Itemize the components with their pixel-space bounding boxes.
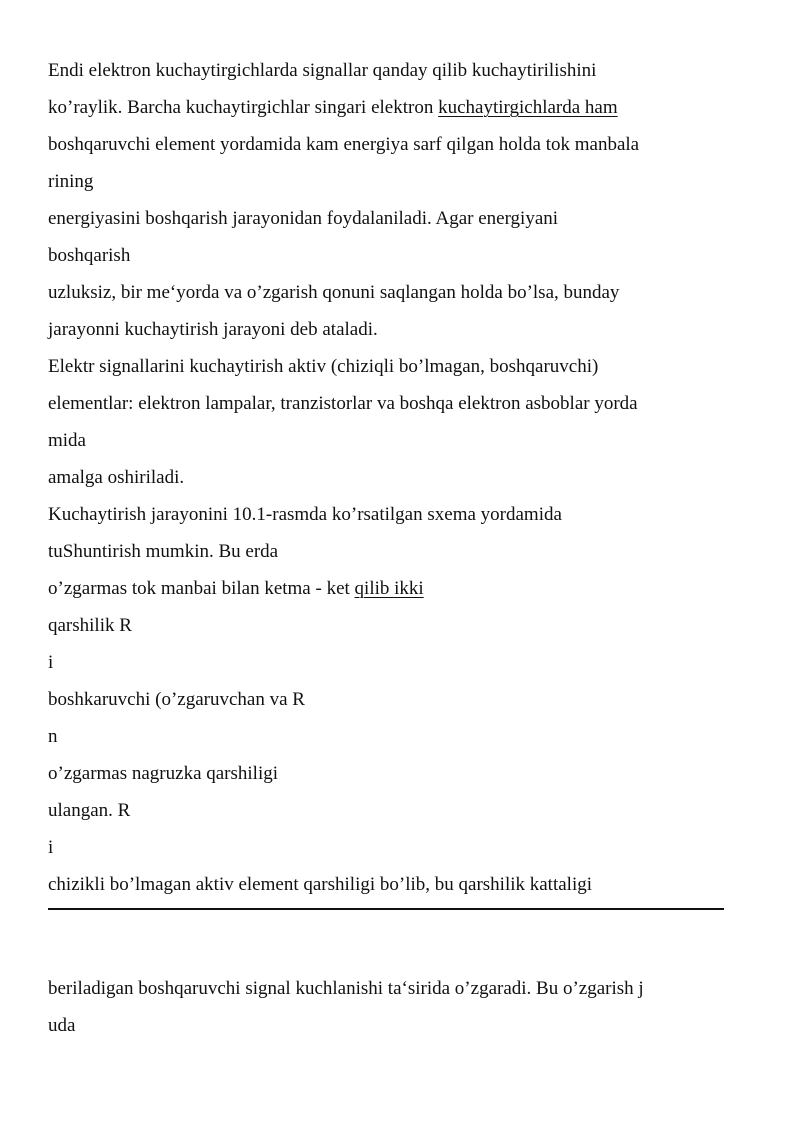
text-run: boshqaruvchi element yordamida kam energiya sarf qilgan holda tok manbala xyxy=(48,134,640,155)
text-run: ko’raylik. Barcha kuchaytirgichlar singari elektron xyxy=(48,97,439,118)
underlined-text: qilib ikki xyxy=(354,578,424,599)
text-line xyxy=(48,718,738,755)
text-line xyxy=(48,496,738,533)
text-run: chizikli bo’lmagan aktiv element qarshiligi bo’lib, bu qarshilik kattaligi xyxy=(48,874,593,895)
text-line xyxy=(48,755,738,792)
text-line xyxy=(48,311,738,348)
text-run: amalga oshiriladi. xyxy=(48,467,185,488)
text-line xyxy=(48,644,738,681)
text-line xyxy=(48,681,738,718)
text-line xyxy=(48,126,738,163)
text-run: tuShuntirish mumkin. Bu erda xyxy=(48,541,279,562)
text-run: i xyxy=(48,652,54,673)
text-run: rining xyxy=(48,171,94,192)
text-run: i xyxy=(48,837,54,858)
text-run: jarayonni kuchaytirish jarayoni deb ataladi. xyxy=(48,319,378,340)
text-run: uzluksiz, bir me‘yorda va o’zgarish qonuni saqlangan holda bo’lsa, bunday xyxy=(48,282,620,303)
text-line xyxy=(48,385,738,422)
text-run: elementlar: elektron lampalar, tranzistorlar va boshqa elektron asboblar yorda xyxy=(48,393,638,414)
underlined-text: kuchaytirgichlarda ham xyxy=(438,97,618,118)
text-run: energiyasini boshqarish jarayonidan foydalaniladi. Agar energiyani xyxy=(48,208,559,229)
text-line xyxy=(48,200,738,237)
text-run: boshqarish xyxy=(48,245,131,266)
document-body xyxy=(48,52,738,903)
text-run: qarshilik R xyxy=(48,615,132,636)
text-line xyxy=(48,866,738,903)
text-run: Elektr signallarini kuchaytirish aktiv (chiziqli bo’lmagan, boshqaruvchi) xyxy=(48,356,599,377)
text-line xyxy=(48,607,738,644)
text-run: mida xyxy=(48,430,86,451)
text-line xyxy=(48,237,738,274)
text-line xyxy=(48,970,738,1007)
text-line xyxy=(48,533,738,570)
text-line xyxy=(48,274,738,311)
document-continuation xyxy=(48,970,738,1044)
text-run: beriladigan boshqaruvchi signal kuchlanishi ta‘sirida o’zgaradi. Bu o’zgarish j xyxy=(48,978,644,999)
text-line xyxy=(48,1007,738,1044)
text-run: Kuchaytirish jarayonini 10.1-rasmda ko’rsatilgan sxema yordamida xyxy=(48,504,562,525)
text-line xyxy=(48,422,738,459)
text-run: o’zgarmas nagruzka qarshiligi xyxy=(48,763,279,784)
text-run: n xyxy=(48,726,58,747)
text-line xyxy=(48,348,738,385)
text-run: Endi elektron kuchaytirgichlarda signallar qanday qilib kuchaytirilishini xyxy=(48,60,597,81)
text-line xyxy=(48,459,738,496)
text-run: ulangan. R xyxy=(48,800,131,821)
text-line xyxy=(48,829,738,866)
text-line xyxy=(48,52,738,89)
text-line xyxy=(48,570,738,607)
text-line xyxy=(48,792,738,829)
text-run: uda xyxy=(48,1015,76,1036)
page-divider xyxy=(48,908,724,910)
text-line xyxy=(48,89,738,126)
text-run: boshkaruvchi (o’zgaruvchan va R xyxy=(48,689,305,710)
text-line xyxy=(48,163,738,200)
text-run: o’zgarmas tok manbai bilan ketma - ket xyxy=(48,578,355,599)
